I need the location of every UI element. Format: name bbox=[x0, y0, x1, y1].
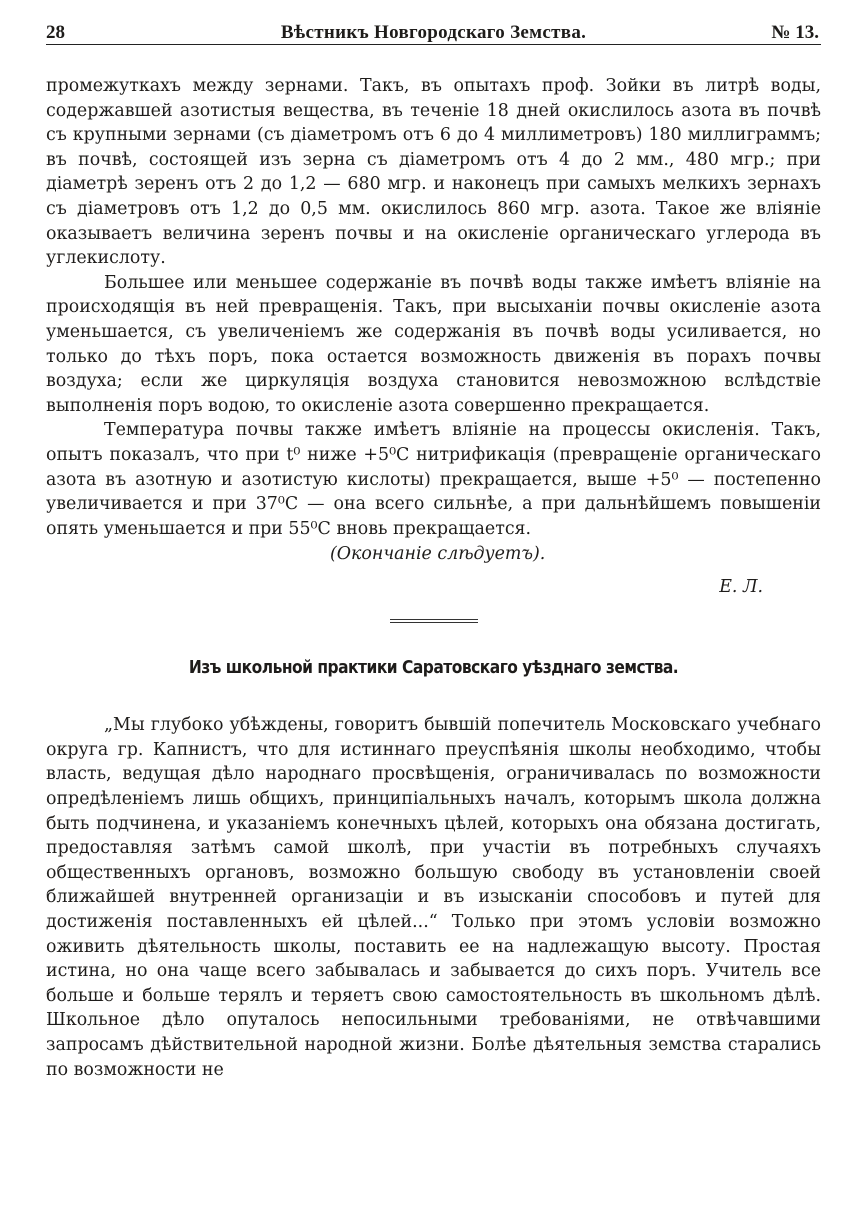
article-footer bbox=[46, 544, 821, 598]
journal-title: Вѣстникъ Новгородскаго Земства. bbox=[280, 22, 587, 43]
paragraph: Температура почвы также имѣетъ вліяніе на процессы окисленія. Такъ, опытъ показалъ, что при t⁰ ниже +5⁰C нитрификація (превращеніе органическаго азота въ азотную и азотистую кислоты) прекращается, выше +5⁰ — постепенно увеличивается и при 37⁰C — она всего сильнѣе, а при дальнѣйшемъ повышеніи опять уменьшается и при 55⁰C вновь прекращается. bbox=[46, 420, 821, 539]
page bbox=[46, 14, 821, 1082]
running-header bbox=[46, 14, 821, 45]
section-divider bbox=[390, 619, 478, 623]
page-number: 28 bbox=[46, 22, 65, 43]
article-body bbox=[46, 713, 821, 1082]
article-title: Изъ школьной практики Саратовскаго уѣзднаго земства. bbox=[188, 657, 679, 679]
paragraph: промежуткахъ между зернами. Такъ, въ опытахъ проф. Зойки въ литрѣ воды, содержавшей азотистыя вещества, въ теченіе 18 дней окислилось азота въ почвѣ съ крупными зернами (съ діаметромъ отъ 6 до 4 миллиметровъ) 180 миллиграммъ; въ почвѣ, состоящей изъ зерна съ діаметромъ отъ 4 до 2 мм., 480 мгр.; при діаметрѣ зеренъ отъ 2 до 1,2 — 680 мгр. и наконецъ при самыхъ мелкихъ зернахъ съ діаметровъ отъ 1,2 до 0,5 мм. окислилось 860 мгр. азота. Такое же вліяніе оказываетъ величина зеренъ почвы и на окисленіе органическаго углерода въ углекислоту. bbox=[46, 76, 821, 269]
issue-number: № 13. bbox=[771, 22, 819, 43]
paragraph: Большее или меньшее содержаніе въ почвѣ воды также имѣетъ вліяніе на происходящія въ ней превращенія. Такъ, при высыханіи почвы окисленіе азота уменьшается, съ увеличеніемъ же содержанія въ почвѣ воды усиливается, но только до тѣхъ поръ, пока остается возможность движенія въ порахъ почвы воздуха; если же циркуляція воздуха становится невозможною вслѣдствіе выполненія поръ водою, то окисленіе азота совершенно прекращается. bbox=[46, 272, 821, 416]
article-continuation bbox=[46, 74, 821, 541]
paragraph: „Мы глубоко убѣждены, говоритъ бывшій попечитель Московскаго учебнаго округа гр. Капнистъ, что для истиннаго преуспѣянія школы необходимо, чтобы власть, ведущая дѣло народнаго просвѣщенія, ограничивалась по возможности опредѣленіемъ лишь общихъ, принципіальныхъ началъ, которымъ школа должна быть подчинена, и указаніемъ конечныхъ цѣлей, которыхъ она обязана достигать, предоставляя затѣмъ самой школѣ, при участіи въ потребныхъ случаяхъ общественныхъ органовъ, возможно большую свободу въ установленіи своей ближайшей внутренней организаціи и въ изысканіи способовъ и путей для достиженія поставленныхъ ей цѣлей...“ Только при этомъ условіи возможно оживить дѣятельность школы, поставить ее на надлежащую высоту. Простая истина, но она чаще всего забывалась и забывается до сихъ поръ. Учитель все больше и больше терялъ и теряетъ свою самостоятельность въ школьномъ дѣлѣ. Школьное дѣло опуталось непосильными требованіями, не отвѣчавшими запросамъ дѣйствительной народной жизни. Болѣе дѣятельныя земства старались по возможности не bbox=[46, 715, 821, 1080]
to-be-continued-note: (Окончаніе слѣдуетъ). bbox=[330, 544, 546, 565]
author-signature: Е. Л. bbox=[719, 577, 763, 598]
